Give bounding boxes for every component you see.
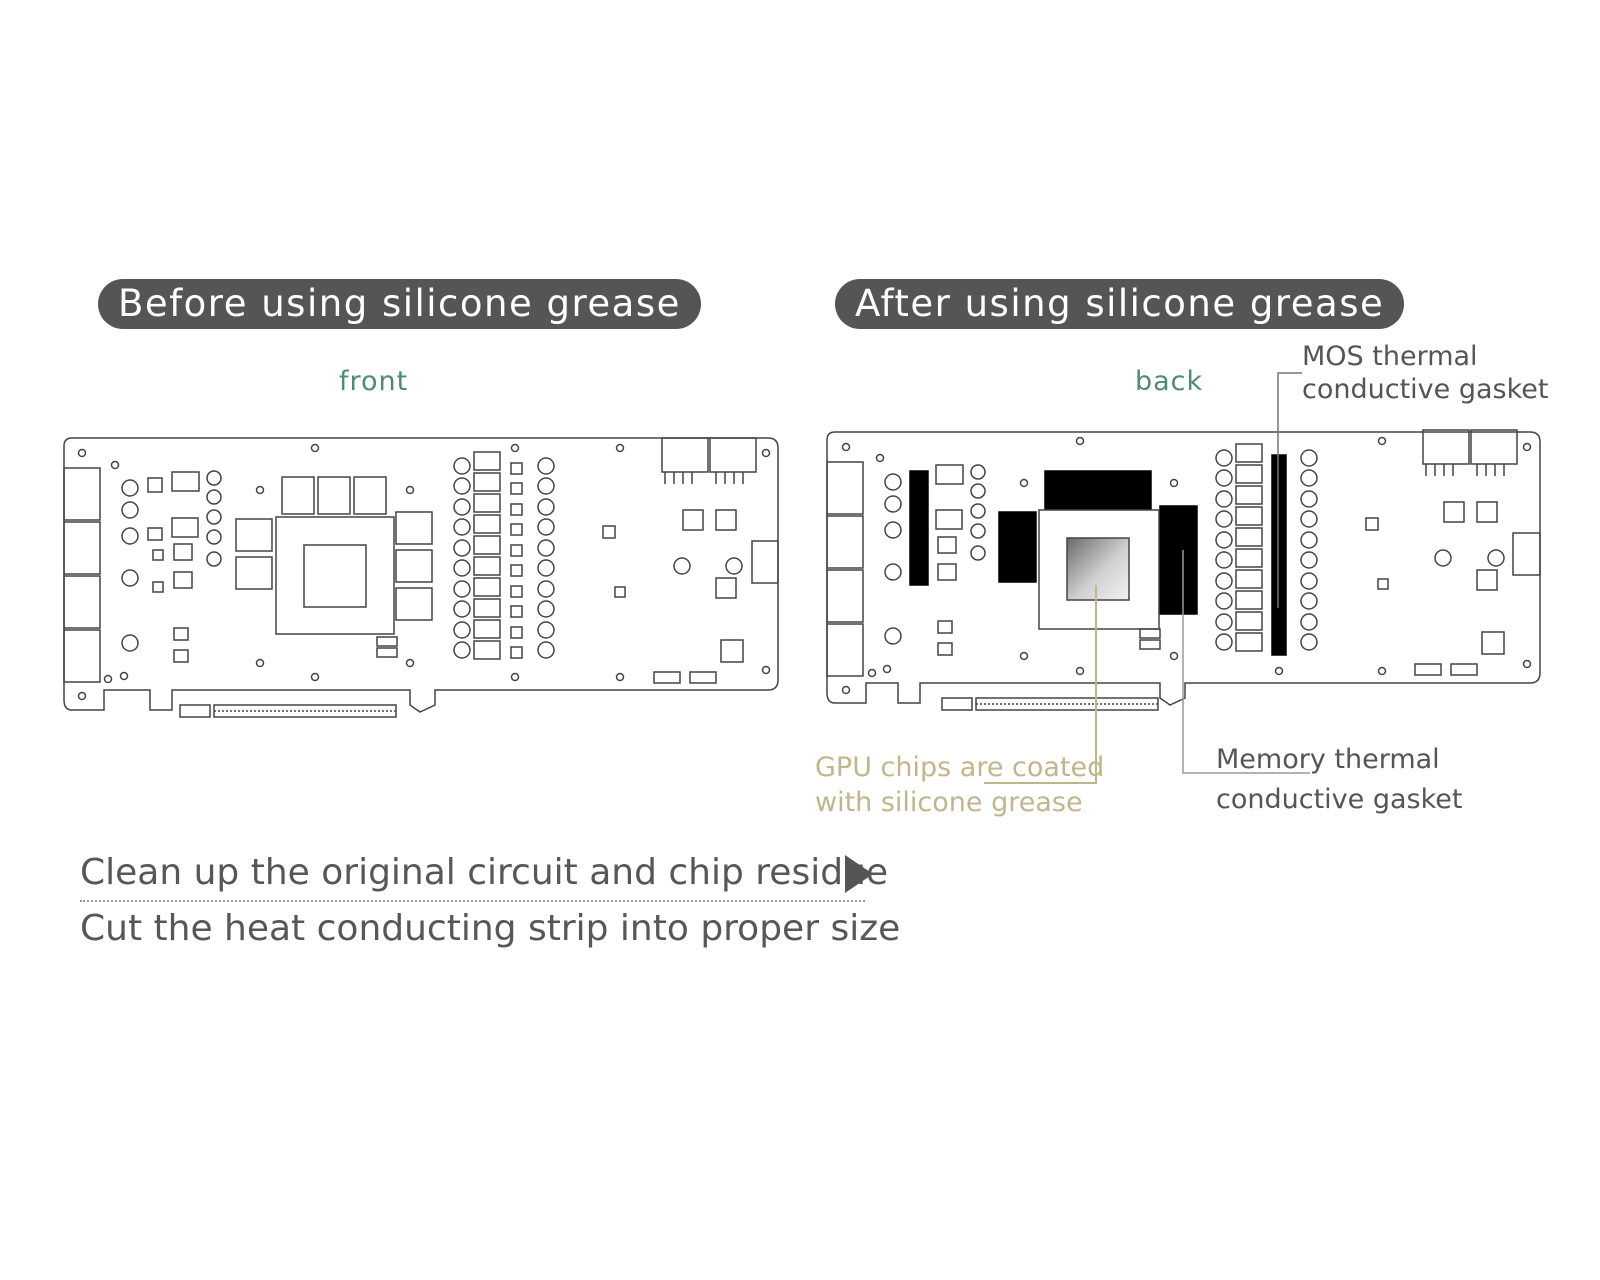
gpu-grease-line-2: with silicone grease <box>815 787 1083 818</box>
front-vrm <box>454 452 554 659</box>
gpu-grease-label <box>815 750 1104 820</box>
arrow-right-icon <box>845 855 873 893</box>
step-2-text: Cut the heat conducting strip into proper size <box>80 908 901 949</box>
before-header: Before using silicone grease <box>98 279 701 329</box>
front-label: front <box>339 366 409 397</box>
back-left-strip <box>910 471 928 585</box>
memory-gasket-line-1: Memory thermal <box>1216 744 1440 775</box>
mos-gasket-line-2: conductive gasket <box>1302 374 1549 405</box>
mos-gasket-strip <box>1272 455 1286 655</box>
after-header: After using silicone grease <box>835 279 1404 329</box>
memory-gasket-left <box>999 512 1036 582</box>
memory-gasket-label <box>1216 740 1462 820</box>
memory-gasket-top <box>1045 471 1151 509</box>
front-board <box>64 438 778 717</box>
mos-gasket-line-1: MOS thermal <box>1302 341 1478 372</box>
back-label: back <box>1135 366 1204 397</box>
step-divider <box>80 900 865 902</box>
memory-gasket-line-2: conductive gasket <box>1216 784 1463 815</box>
memory-gasket-right <box>1160 506 1197 614</box>
gpu-grease-line-1: GPU chips are coated <box>815 752 1105 783</box>
gpu-grease-chip <box>1067 538 1129 600</box>
step-1-text: Clean up the original circuit and chip residue <box>80 852 889 893</box>
